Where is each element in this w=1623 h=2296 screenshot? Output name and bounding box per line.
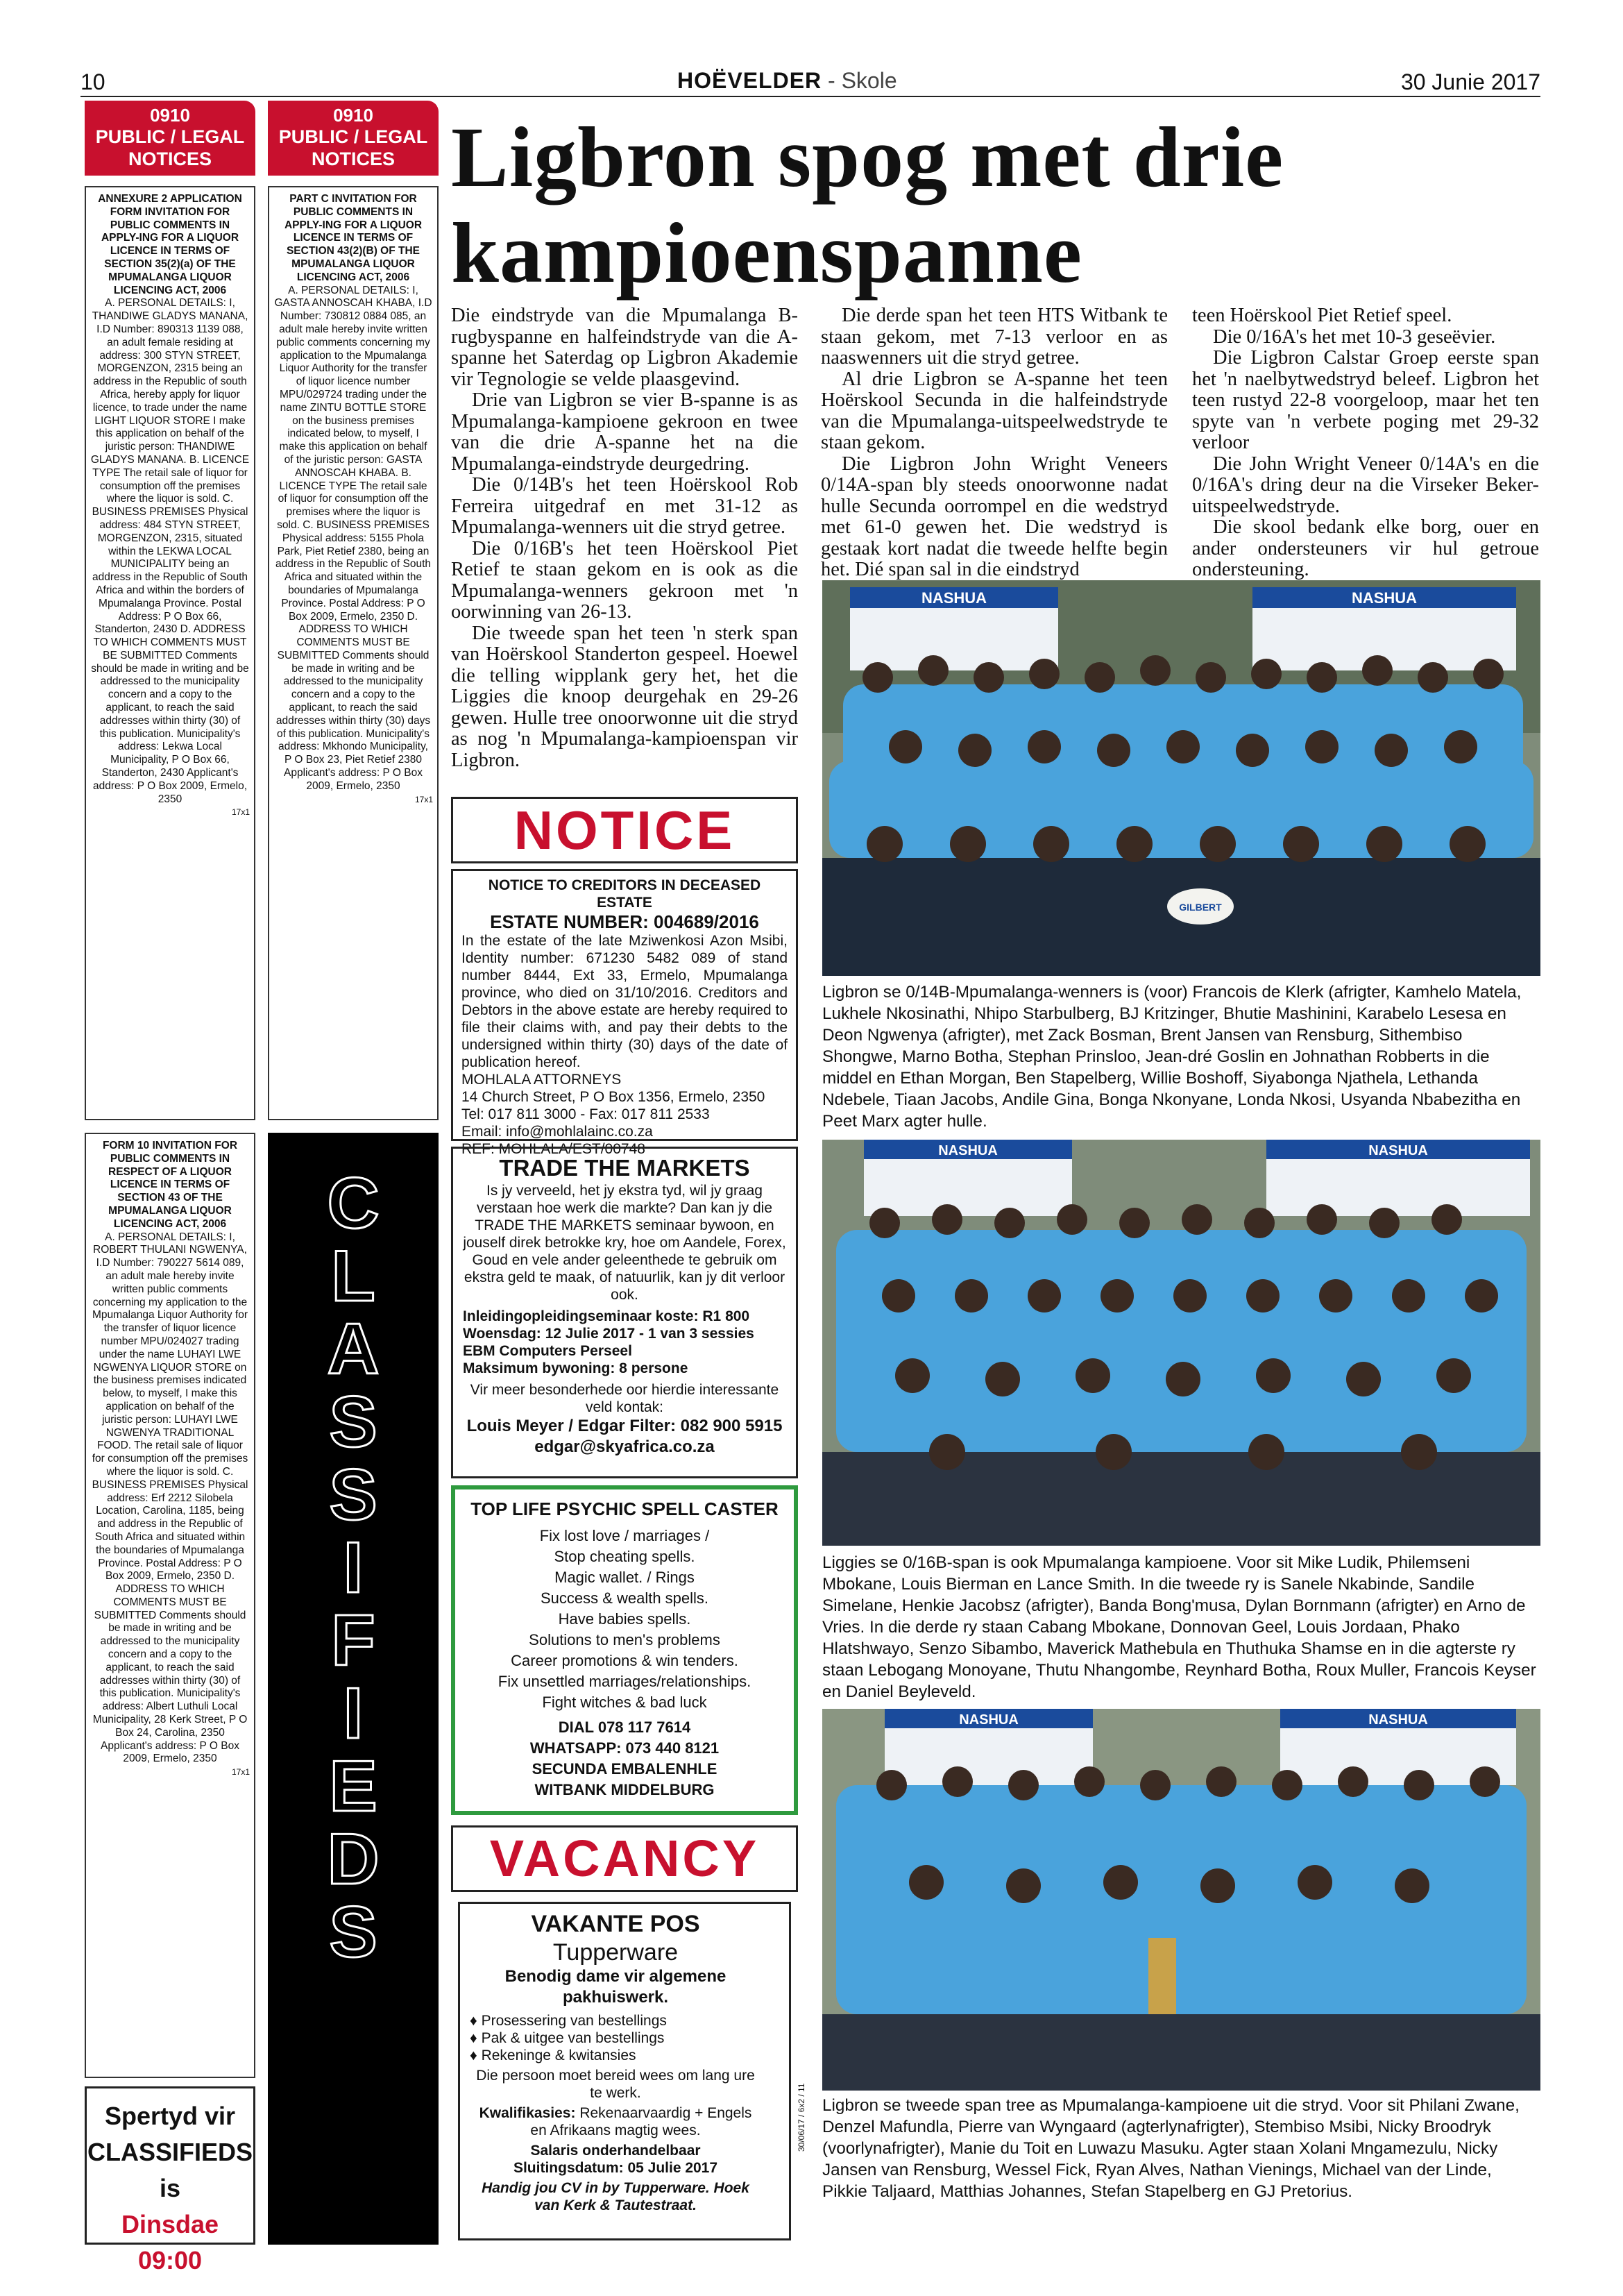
vacancy-side-code: 30/06/17 / 6x2 / 11 [797, 2083, 806, 2152]
photo-caption-2: Liggies se 0/16B-span is ook Mpumalanga kampioene. Voor sit Mike Ludik, Philemseni Mbokane, Louis Bierman en Lance Smith. In die tweede ry is Sanele Nkabinde, Sandile Simelane, Henkie Jacobsz (afrigter), Banda Bong'musa, Dylan Bornmann (afrigter) en Arno de Vries. In die derde ry staan Cabang Mbokane, Donnovan Geel, Louis Jordaan, Phako Hlatshwayo, Senzo Sibambo, Maverick Mathebula en Thuthuka Shamse en in die agterste ry staan Lebogang Monoyane, Thutu Nhangombe, Reynhard Botha, Roux Muller, Francois Keyser en Daniel Beyleveld. [822, 1553, 1536, 1701]
psychic-line: Magic wallet. / Rings [554, 1569, 695, 1586]
team-photo-016b [822, 1140, 1540, 1546]
vacancy-salary: Salaris onderhandelbaar [530, 2143, 701, 2159]
psychic-title: TOP LIFE PSYCHIC SPELL CASTER [470, 1499, 779, 1519]
notice-banner [451, 797, 798, 863]
trade-intro: Is jy verveeld, het jy ekstra tyd, wil jy graag verstaan hoe werk die markte? Dan kan jy die TRADE THE MARKETS seminaar bywoon, en jouself direk betrokke kry, hoe om Aandele, Forex, Goud en vele ander geleenthede te gebruik om ekstra geld te maak, of natuurlik, kan jy dit verloor ook. [463, 1183, 786, 1303]
classifieds-letter: F [331, 1601, 375, 1681]
psychic-line: Fix unsettled marriages/relationships. [498, 1673, 751, 1690]
vacancy-company: Tupperware [552, 1939, 679, 1966]
liquor-notice-2 [268, 186, 439, 1120]
psychic-dial: DIAL 078 117 7614 [558, 1719, 691, 1736]
psychic-location: WITBANK MIDDELBURG [534, 1781, 715, 1798]
attorney-ref: REF: MOHLALA/EST/00748 [461, 1141, 645, 1157]
legal-code: 0910 [333, 105, 373, 126]
vacancy-note: Die persoon moet bereid wees om lang ure te werk. [476, 2068, 755, 2101]
vacancy-title: VAKANTE POS [531, 1911, 700, 1937]
classifieds-letter: L [331, 1236, 375, 1317]
classifieds-letter: I [343, 1528, 364, 1608]
page-header [80, 69, 1540, 97]
vacancy-duty-text: Prosessering van bestellings [481, 2013, 667, 2029]
article-paragraph: Die 0/14B's het teen Hoërskool Rob Ferreira uitgedraf en met 31-12 as Mpumalanga-wenners uit die stryd getree. [451, 474, 798, 538]
legal-header-1 [85, 101, 255, 176]
article-paragraph: Die tweede span het teen 'n sterk span van Hoërskool Standerton gespeel. Hoewel die telling wipplank gery het, het die Liggies die knoop deurgehak en 29-26 gewen. Hulle tree onoorwonne uit die stryd as nog 'n Mpumalanga-kampioenspan vir Ligbron. [451, 622, 798, 771]
vacancy-need: Benodig dame vir algemene pakhuiswerk. [504, 1967, 726, 2007]
creditors-title: NOTICE TO CREDITORS IN DECEASED ESTATE [488, 877, 761, 911]
psychic-line: Stop cheating spells. [554, 1548, 695, 1565]
section-name: - Skole [828, 68, 897, 93]
article-paragraph: Al drie Ligbron se A-spanne het teen Hoërskool Secunda in die halfeindstryde van die Mpumalanga-uitspeelwedstryde te staan gekom. [821, 368, 1168, 453]
deadline-line1: Spertyd vir [104, 2102, 236, 2130]
legal-title: PUBLIC / LEGAL NOTICES [278, 126, 428, 169]
photo-caption-1: Ligbron se 0/14B-Mpumalanga-wenners is (voor) Francois de Klerk (afrigter, Kamhelo Matela, Lukhele Nkosinathi, Nhipo Starbulberg, BJ Kritzinger, Bhutie Mashinini, Karabelo Lesesa en Deon Ngwenya (afrigter), met Zack Bosman, Brent Jansen van Rensburg, Sithembiso Shongwe, Marno Botha, Stephan Prinsloo, Jean-dré Goslin en Johnathan Robberts in die middel en Ethan Morgan, Ben Stapelberg, Willie Boshoff, Siyabonga Njathela, Lethanda Ndebele, Tiaan Jacobs, Andile Gina, Bonga Nkonyane, Londa Nkosi, Usyanda Nbabezitha en Peet Marx agter hulle. [822, 983, 1522, 1131]
psychic-line: Solutions to men's problems [529, 1631, 720, 1648]
notice-body: A. PERSONAL DETAILS: I, GASTA ANNOSCAH KHABA, I.D Number: 730812 0884 085, an adult male hereby invite written public comments concerning my application to the Mpumalanga Liquor Authority for the transfer of liquor licence number MPU/029724 trading under the name ZINTU BOTTLE STORE on the business premises indicated below, to myself, I make this application on behalf of the juristic person: GASTA ANNOSCAH KHABA. B. LICENCE TYPE The retail sale of liquor for consumption off the premises where the liquor is sold. C. BUSINESS PREMISES Physical address: 5155 Phola Park, Piet Retief 2380, being an address in the Republic of South Africa and situated within the boundaries of Mpumalanga Province. Postal Address: P O Box 2009, Ermelo, 2350 D. ADDRESS TO WHICH COMMENTS MUST BE SUBMITTED Comments should be made in writing and be addressed to the municipality concern and a copy to the applicant, to reach the said addresses within thirty (30) days of this publication. Municipality's address: Mkhondo Municipality, P O Box 23, Piet Retief 2380 Applicant's address: P O Box 2009, Ermelo, 2350 [274, 284, 432, 792]
notice-heading: ANNEXURE 2 APPLICATION FORM INVITATION FOR PUBLIC COMMENTS IN APPLY-ING FOR A LIQUOR LICENCE IN TERMS OF SECTION 35(2)(a) OF THE MPUMALANGA LIQUOR LICENCING ACT, 2006 [98, 193, 242, 296]
attorney-email: Email: info@mohlalainc.co.za [461, 1124, 653, 1140]
vacancy-apply: Handig jou CV in by Tupperware. Hoek van Kerk & Tautestraat. [482, 2180, 749, 2213]
article-paragraph: teen Hoërskool Piet Retief speel. [1192, 305, 1452, 326]
team-photo-014b [822, 580, 1540, 976]
trade-more: Vir meer besonderhede oor hierdie interessante veld kontak: [470, 1382, 779, 1415]
team-photo-second-team [822, 1709, 1540, 2091]
notice-banner-text: NOTICE [513, 800, 736, 861]
creditors-body: In the estate of the late Mziwenkosi Azon Msibi, Identity number: 671230 5482 089 of stand number 8444, Ext 33, Ermelo, Mpumalanga province, who died on 31/10/2016. Creditors and Debtors in the above estate are hereby required to file their claims with, and pay their debts to the undersigned within thirty (30) days of the date of publication hereof. [461, 933, 788, 1070]
banner-text-right: NASHUA [1368, 1143, 1428, 1158]
publication-name: HOËVELDER [677, 68, 822, 93]
classifieds-letter: S [329, 1892, 377, 1973]
trade-venue: EBM Computers Perseel [463, 1343, 632, 1359]
attorney-address: 14 Church Street, P O Box 1356, Ermelo, 2350 [461, 1089, 765, 1105]
deadline-box [85, 2086, 255, 2274]
liquor-notice-1 [85, 186, 255, 1120]
article-paragraph: Die eindstryde van die Mpumalanga B-rugbyspanne en halfeindstryde van die A-spanne het Saterdag op Ligbron Akademie vir Tegnologie se velde plaasgevind. [451, 305, 798, 390]
vacancy-duty: ♦ Rekeninge & kwitansies [470, 2048, 636, 2063]
publication-title [677, 68, 897, 94]
psychic-ad [451, 1485, 798, 1815]
deadline-line4: Dinsdae 09:00 [121, 2210, 219, 2274]
notice-ref: 17x1 [231, 807, 250, 818]
vacancy-quals-text: Rekenaarvaardig + Engels en Afrikaans magtig wees. [530, 2105, 752, 2138]
classifieds-letter: S [329, 1455, 377, 1535]
vacancy-duties [470, 2012, 761, 2064]
notice-heading: FORM 10 INVITATION FOR PUBLIC COMMENTS IN RESPECT OF A LIQUOR LICENCE IN TERMS OF SECTION 43 OF THE MPUMALANGA LIQUOR LICENCING ACT, 2006 [102, 1140, 238, 1230]
rugby-ball-brand: GILBERT [1179, 902, 1222, 913]
trade-contact-email: edgar@skyafrica.co.za [534, 1437, 715, 1456]
notice-ref: 17x1 [414, 794, 433, 804]
article-column-2 [821, 305, 1168, 580]
trade-title: TRADE THE MARKETS [499, 1155, 750, 1181]
article-paragraph: Die 0/16A's het met 10-3 geseëvier. [1213, 326, 1496, 348]
banner-text-left: NASHUA [921, 589, 987, 607]
notice-ref: 17x1 [231, 1767, 250, 1778]
classifieds-letter: C [327, 1163, 380, 1244]
article-paragraph: Die Ligbron Calstar Groep eerste span het 'n naelbytwedstryd beleef. Ligbron het teen rustyd 22-8 voorgeloop, maar het ten spyte van 'n verbete poging met 29-32 verloor [1192, 347, 1539, 453]
article-paragraph: Die derde span het teen HTS Witbank te staan gekom, met 7-13 verloor en as naaswenners uit die stryd getree. [821, 305, 1168, 369]
trade-markets-ad [451, 1147, 798, 1478]
deadline-line2: CLASSIFIEDS [87, 2138, 253, 2166]
psychic-line: Fix lost love / marriages / [539, 1527, 710, 1544]
article-column-3 [1192, 305, 1539, 580]
attorney-firm: MOHLALA ATTORNEYS [461, 1072, 622, 1088]
trade-cost: Inleidingopleidingseminaar koste: R1 800 [463, 1308, 750, 1324]
legal-header-2 [268, 101, 439, 176]
classifieds-letter: A [327, 1309, 380, 1390]
classifieds-vertical-banner [268, 1133, 439, 2245]
classifieds-letter: I [343, 1673, 364, 1754]
attorney-tel: Tel: 017 811 3000 - Fax: 017 811 2533 [461, 1106, 710, 1122]
psychic-whatsapp: WHATSAPP: 073 440 8121 [529, 1739, 720, 1757]
photo-caption-3: Ligbron se tweede span tree as Mpumalanga-kampioene uit die stryd. Voor sit Philani Zwane, Denzel Mafundla, Pierre van Wyngaard (agterlynafrigter), Stembiso Msibi, Nicky Broodryk (voorlynafrigter), Manie du Toit en Luwazu Masuku. Agter staan Xolani Mngamezulu, Nicky Jansen van Rensburg, Wessel Fick, Ryan Alves, Nathan Vienings, Michael van der Linde, Pikkie Taljaard, Matthias Johannes, Stefan Stapelberg en GJ Pretorius. [822, 2096, 1520, 2201]
classifieds-letter: D [327, 1819, 380, 1900]
page-number: 10 [80, 69, 105, 94]
vacancy-ad [458, 1902, 791, 2240]
deadline-line3: is [159, 2174, 181, 2202]
psychic-location: SECUNDA EMBALENHLE [532, 1760, 717, 1778]
notice-heading: PART C INVITATION FOR PUBLIC COMMENTS IN APPLY-ING FOR A LIQUOR LICENCE IN TERMS OF SECTION 43(2)(B) OF THE MPUMALANGA LIQUOR LICENCING ACT, 2006 [284, 193, 423, 283]
article-paragraph: Drie van Ligbron se vier B-spanne is as Mpumalanga-kampioene gekroon en twee van die drie A-spanne het na die Mpumalanga-eindstryde deurgedring. [451, 389, 798, 475]
classifieds-letter: S [329, 1382, 377, 1462]
article-column-1 [451, 305, 798, 791]
banner-text-right: NASHUA [1351, 589, 1418, 607]
vacancy-duty: ♦ Prosessering van bestellings [470, 2013, 667, 2029]
psychic-line: Have babies spells. [558, 1610, 691, 1628]
vacancy-quals-label: Kwalifikasies: [479, 2105, 576, 2121]
article-paragraph: Die skool bedank elke borg, ouer en ander ondersteuners vir hul getroue ondersteuning. [1192, 516, 1539, 580]
trade-date: Woensdag: 12 Julie 2017 - 1 van 3 sessies [463, 1326, 754, 1342]
vacancy-duty: ♦ Pak & uitgee van bestellings [470, 2030, 665, 2046]
trade-max: Maksimum bywoning: 8 persone [463, 1360, 688, 1376]
psychic-line: Success & wealth spells. [540, 1589, 709, 1607]
vacancy-duty-text: Pak & uitgee van bestellings [481, 2030, 665, 2046]
vacancy-quals [470, 2104, 761, 2139]
article-headline: Ligbron spog met drie kampioenspanne [451, 110, 1284, 301]
vacancy-banner-text: VACANCY [489, 1830, 760, 1887]
notice-body: A. PERSONAL DETAILS: I, THANDIWE GLADYS MANANA, I.D Number: 890313 1139 088, an adult female residing at address: 300 STYN STREET, MORGENZON, 2315 being an address in the Republic of south Africa, hereby apply for liquor licence, to trade under the name LIGHT LIQUOR STORE I make this application on behalf of the juristic person: THANDIWE GLADYS MANANA. B. LICENCE TYPE The retail sale of liquor for consumption off the premises where the liquor is sold. C. BUSINESS PREMISES Physical address: 484 STYN STREET, MORGENZON, 2315, situated within the LEKWA LOCAL MUNICIPALITY being an address in the Republic of South Africa and within the borders of Mpumalanga Province. Postal Address: P O Box 66, Standerton, 2430 D. ADDRESS TO WHICH COMMENTS MUST BE SUBMITTED Comments should be made in writing and be addressed to the municipality concern and a copy to the applicant, to reach the said addresses within thirty (30) of this publication. Municipality's address: Lekwa Local Municipality, P O Box 66, Standerton, 2430 Applicant's address: P O Box 2009, Ermelo, 2350 [90, 297, 250, 805]
classifieds-letter: E [329, 1746, 377, 1827]
vacancy-banner [451, 1825, 798, 1892]
psychic-line: Fight witches & bad luck [542, 1694, 707, 1711]
article-paragraph: Die John Wright Veneer 0/14A's en die 0/16A's dring deur na die Virseker Beker-uitspeelwedstryde. [1192, 453, 1539, 517]
banner-text-left: NASHUA [959, 1712, 1019, 1728]
banner-text-left: NASHUA [938, 1143, 998, 1158]
liquor-notice-3 [85, 1133, 255, 2078]
estate-number: ESTATE NUMBER: 004689/2016 [490, 911, 759, 932]
issue-date: 30 Junie 2017 [1400, 69, 1540, 94]
legal-code: 0910 [150, 105, 190, 126]
article-paragraph: Die Ligbron John Wright Veneers 0/14A-span bly steeds onoorwonne nadat hulle Secunda oorrompel en die wedstryd met 61-0 gewen het. Die wedstryd is gestaak kort nadat die tweede helfte begin het. Dié span sal in die eindstryd [821, 453, 1168, 580]
notice-body: A. PERSONAL DETAILS: I, ROBERT THULANI NGWENYA, I.D Number: 790227 5614 089, an adult male hereby invite written public comments concerning my application to the Mpumalanga Liquor Authority for the transfer of liquor licence number MPU/024027 trading under the name LUHAYI LWE NGWENYA LIQUOR STORE on the business premises indicated below, to myself, I make this application on behalf of the juristic person: LUHAYI LWE NGWENYA TRADITIONAL FOOD. The retail sale of liquor for consumption off the premises where the liquor is sold. C. BUSINESS PREMISES Physical address: Erf 2212 Silobela Location, Carolina, 1185, being and address in the Republic of South Africa and situated within the boundaries of Mpumalanga Province. Postal Address: P O Box 2009, Ermelo, 2350 D. ADDRESS TO WHICH COMMENTS MUST BE SUBMITTED Comments should be made in writing and be addressed to the municipality concern and a copy to the applicant, to reach the said addresses within thirty (30) of this publication. Municipality's address: Albert Luthuli Local Municipality, 28 Kerk Street, P O Box 24, Carolina, 2350 Applicant's address: P O Box 2009, Ermelo, 2350 [92, 1231, 248, 1765]
vacancy-closing: Sluitingsdatum: 05 Julie 2017 [513, 2160, 718, 2176]
article-paragraph: Die 0/16B's het teen Hoërskool Piet Retief te staan gekom en is ook as die Mpumalanga-wenners gekroon met 'n oorwinning van 26-13. [451, 537, 798, 623]
psychic-line: Career promotions & win tenders. [511, 1652, 738, 1669]
vacancy-duty-text: Rekeninge & kwitansies [481, 2048, 636, 2063]
banner-text-right: NASHUA [1368, 1712, 1428, 1728]
creditors-notice [451, 869, 798, 1157]
trade-contact-phone: Louis Meyer / Edgar Filter: 082 900 5915 [466, 1417, 783, 1435]
legal-title: PUBLIC / LEGAL NOTICES [95, 126, 245, 169]
